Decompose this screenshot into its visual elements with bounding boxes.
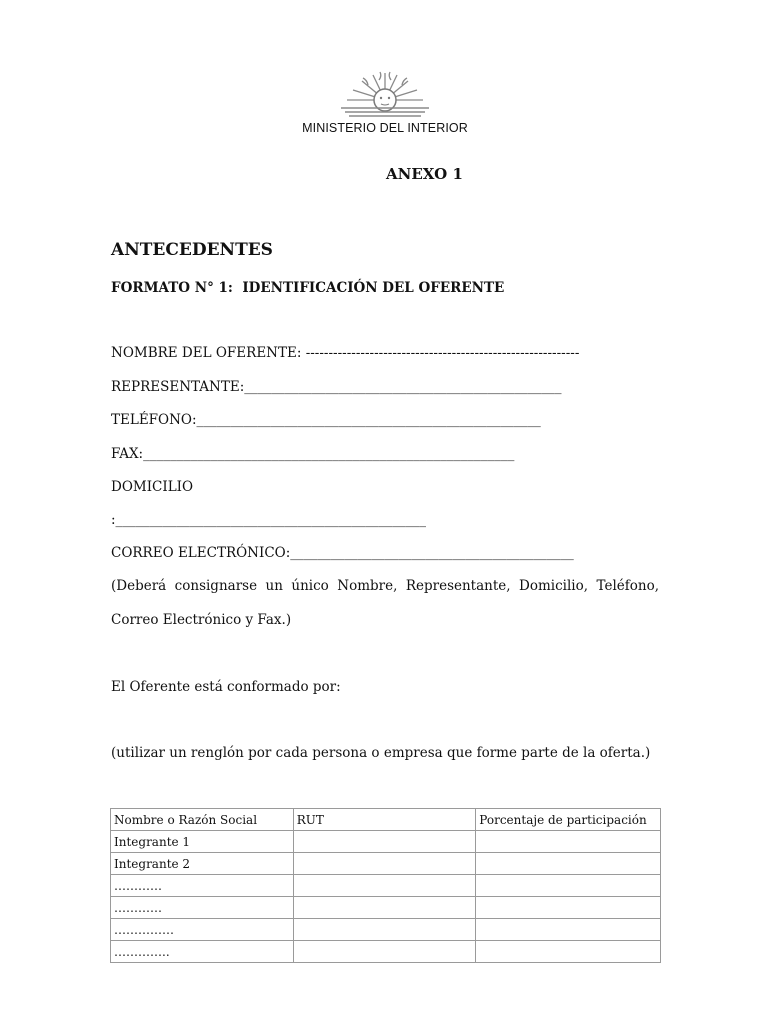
member-rut-cell[interactable]: [293, 875, 476, 897]
note-line-2: Correo Electrónico y Fax.): [111, 612, 292, 628]
instruction-text: (utilizar un renglón por cada persona o empresa que forme parte de la oferta.): [111, 745, 651, 761]
member-percentage-cell[interactable]: [476, 919, 661, 941]
table-row: [111, 853, 661, 875]
table-row: [111, 941, 661, 963]
member-name-cell[interactable]: …………: [111, 875, 294, 897]
fax-field: FAX:_______________________________________________________: [111, 446, 515, 462]
member-name-cell[interactable]: ……………: [111, 919, 294, 941]
member-name-cell[interactable]: …………: [111, 897, 294, 919]
domicilio-label: DOMICILIO: [111, 479, 194, 495]
member-rut-cell[interactable]: [293, 941, 476, 963]
member-rut-cell[interactable]: [293, 831, 476, 853]
table-row: [111, 875, 661, 897]
members-table: [110, 808, 661, 963]
note-line-1: (Deberá consignarse un único Nombre, Representante, Domicilio, Teléfono,: [111, 578, 659, 594]
table-header-row: [111, 809, 661, 831]
member-percentage-cell[interactable]: [476, 875, 661, 897]
sun-emblem-logo: [335, 70, 435, 122]
member-rut-cell[interactable]: [293, 897, 476, 919]
member-name-cell[interactable]: …………..: [111, 941, 294, 963]
member-percentage-cell[interactable]: [476, 941, 661, 963]
domicilio-field: :______________________________________________: [111, 512, 427, 528]
section-title: ANTECEDENTES: [111, 240, 273, 260]
oferente-field: NOMBRE DEL OFERENTE: ------------------------------------------------------------: [111, 345, 580, 361]
table-row: [111, 897, 661, 919]
member-percentage-cell[interactable]: [476, 853, 661, 875]
correo-field: CORREO ELECTRÓNICO:__________________________________________: [111, 545, 574, 561]
format-title: FORMATO N° 1: IDENTIFICACIÓN DEL OFERENTE: [111, 280, 505, 296]
member-name-cell[interactable]: Integrante 2: [111, 853, 294, 875]
representante-field: REPRESENTANTE:_______________________________________________: [111, 379, 562, 395]
member-rut-cell[interactable]: [293, 919, 476, 941]
member-percentage-cell[interactable]: [476, 831, 661, 853]
conformado-text: El Oferente está conformado por:: [111, 679, 341, 695]
table-row: [111, 919, 661, 941]
member-rut-cell[interactable]: [293, 853, 476, 875]
annex-title: ANEXO 1: [386, 165, 463, 183]
ministry-name: MINISTERIO DEL INTERIOR: [302, 121, 468, 135]
header-percentage-cell: Porcentaje de participación: [476, 809, 661, 831]
table-row: [111, 831, 661, 853]
member-name-cell[interactable]: Integrante 1: [111, 831, 294, 853]
telefono-field: TELÉFONO:___________________________________________________: [111, 412, 541, 428]
header-name-cell: Nombre o Razón Social: [111, 809, 294, 831]
member-percentage-cell[interactable]: [476, 897, 661, 919]
header-rut-cell: RUT: [293, 809, 476, 831]
